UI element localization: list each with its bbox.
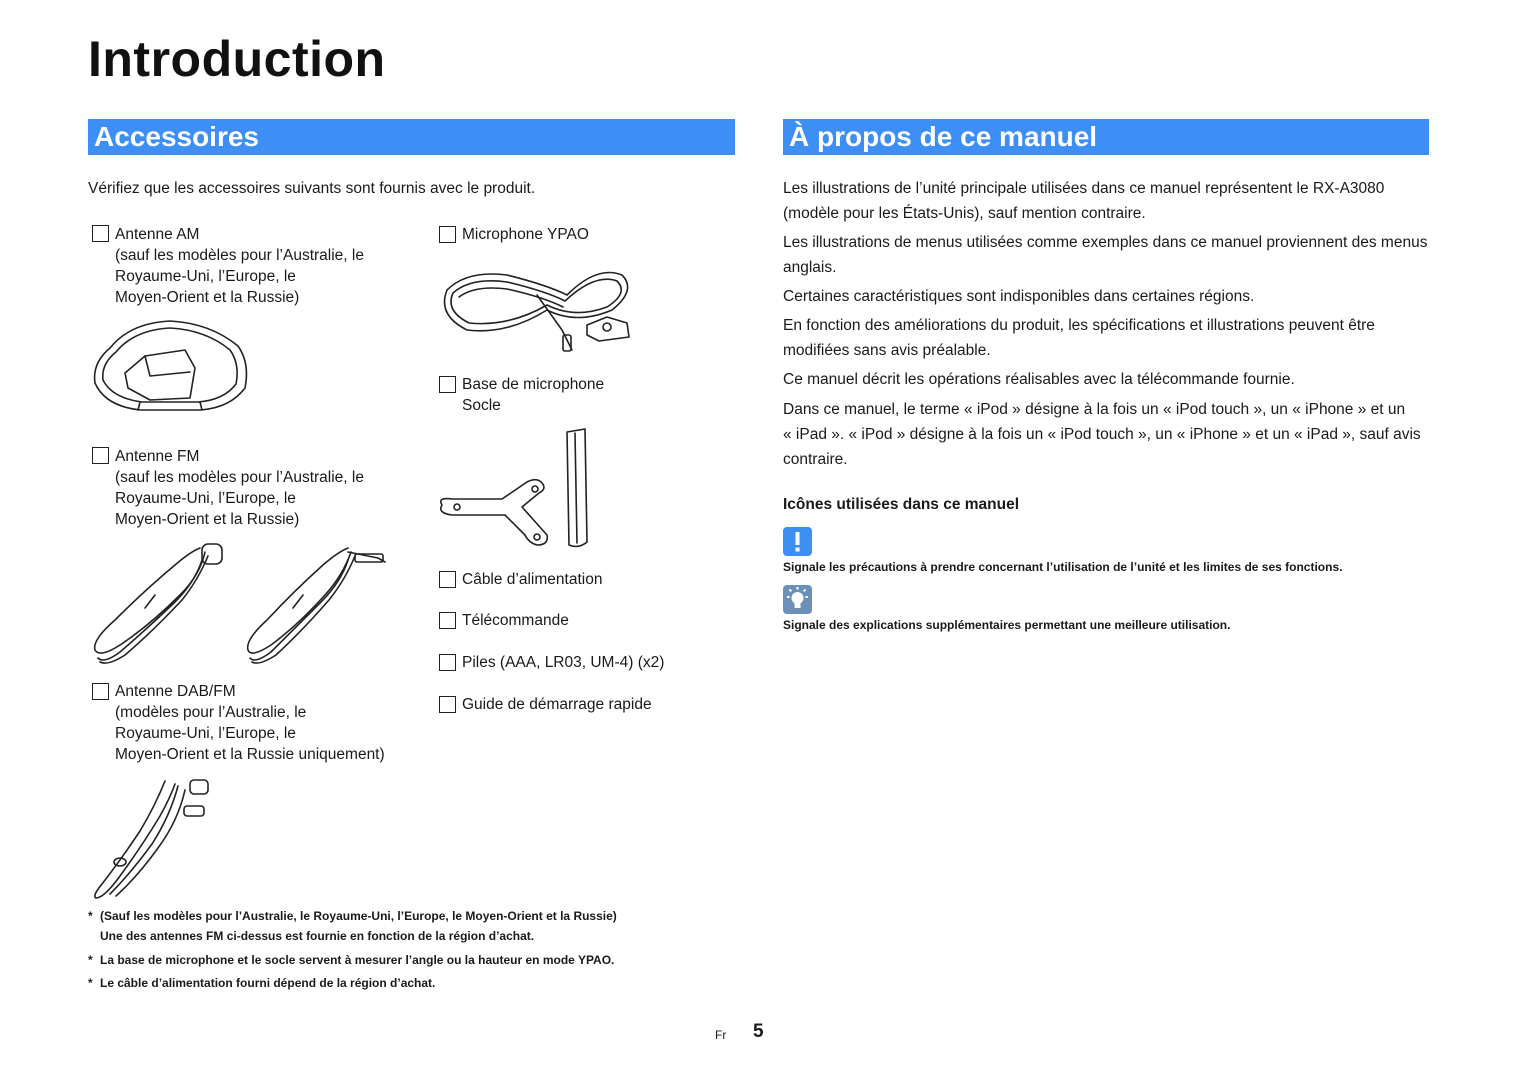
about-paragraph: Les illustrations de menus utilisées comme exemples dans ce manuel proviennent des menus anglais.	[783, 234, 1428, 276]
checkbox-remote-control[interactable]	[439, 612, 456, 629]
checkbox-dab-fm-antenna[interactable]	[92, 683, 109, 700]
tip-caption: Signale des explications supplémentaires permettant une meilleure utilisation.	[783, 618, 1231, 632]
about-paragraph: Certaines caractéristiques sont indisponibles dans certaines régions.	[783, 288, 1255, 305]
am-antenna-illustration	[90, 318, 250, 418]
checkbox-am-antenna[interactable]	[92, 225, 109, 242]
checkbox-batteries[interactable]	[439, 654, 456, 671]
checkbox-power-cable[interactable]	[439, 571, 456, 588]
fm-antenna-illustration-2	[243, 540, 393, 665]
about-paragraph: Ce manuel décrit les opérations réalisables avec la télécommande fournie.	[783, 371, 1295, 388]
footnote: * Le câble d’alimentation fourni dépend de la région d’achat.	[88, 976, 436, 990]
footnote: * La base de microphone et le socle servent à mesurer l’angle ou la hauteur en mode YPAO.	[88, 953, 615, 967]
page-title: Introduction	[88, 31, 386, 87]
item-batteries: Piles (AAA, LR03, UM-4) (x2)	[462, 654, 665, 671]
dab-fm-antenna-illustration	[90, 776, 215, 901]
mic-base-stand-illustration	[437, 427, 597, 552]
accessories-heading: Accessoires	[88, 119, 735, 155]
caution-caption: Signale les précautions à prendre concernant l’utilisation de l’unité et les limites de ses fonctions.	[783, 560, 1343, 574]
ypao-microphone-illustration	[437, 255, 637, 360]
checkbox-quick-start-guide[interactable]	[439, 696, 456, 713]
checkbox-ypao-microphone[interactable]	[439, 226, 456, 243]
caution-icon	[783, 527, 812, 556]
about-paragraph: Dans ce manuel, le terme « iPod » désigne à la fois un « iPod touch », un « iPhone » et un « iPad ». « iPod » désigne à la fois un « iPod touch », un « iPhone » et un « iPad », sauf avis contraire.	[783, 401, 1421, 468]
about-paragraph: En fonction des améliorations du produit, les spécifications et illustrations peuvent être modifiées sans avis préalable.	[783, 317, 1375, 359]
item-ypao-microphone: Microphone YPAO	[462, 226, 589, 243]
tip-lightbulb-icon	[783, 585, 812, 614]
item-dab-fm-antenna: Antenne DAB/FM (modèles pour l’Australie, le Royaume-Uni, l’Europe, le Moyen-Orient et la Russie uniquement)	[115, 683, 385, 763]
accessories-intro: Vérifiez que les accessoires suivants sont fournis avec le produit.	[88, 180, 536, 197]
about-paragraph: Les illustrations de l’unité principale utilisées dans ce manuel représentent le RX-A3080 (modèle pour les États-Unis), sauf mention contraire.	[783, 180, 1385, 222]
footer-language: Fr	[715, 1028, 727, 1042]
item-quick-start-guide: Guide de démarrage rapide	[462, 696, 652, 713]
item-power-cable: Câble d’alimentation	[462, 571, 603, 588]
checkbox-fm-antenna[interactable]	[92, 447, 109, 464]
item-fm-antenna: Antenne FM (sauf les modèles pour l’Australie, le Royaume-Uni, l’Europe, le Moyen-Orient et la Russie)	[115, 448, 364, 528]
item-remote-control: Télécommande	[462, 612, 569, 629]
page-number: 5	[753, 1021, 764, 1042]
fm-antenna-illustration-1	[90, 540, 230, 665]
icons-subheading: Icônes utilisées dans ce manuel	[783, 496, 1020, 513]
footnote: * (Sauf les modèles pour l’Australie, le Royaume-Uni, l’Europe, le Moyen-Orient et la Russie) Une des antennes FM ci-dessus est fournie en fonction de la région d’achat.	[88, 909, 617, 943]
item-mic-base: Base de microphone Socle	[462, 376, 605, 414]
item-am-antenna: Antenne AM (sauf les modèles pour l’Australie, le Royaume-Uni, l’Europe, le Moyen-Orient et la Russie)	[115, 226, 364, 306]
about-heading: À propos de ce manuel	[783, 119, 1429, 155]
checkbox-mic-base[interactable]	[439, 376, 456, 393]
